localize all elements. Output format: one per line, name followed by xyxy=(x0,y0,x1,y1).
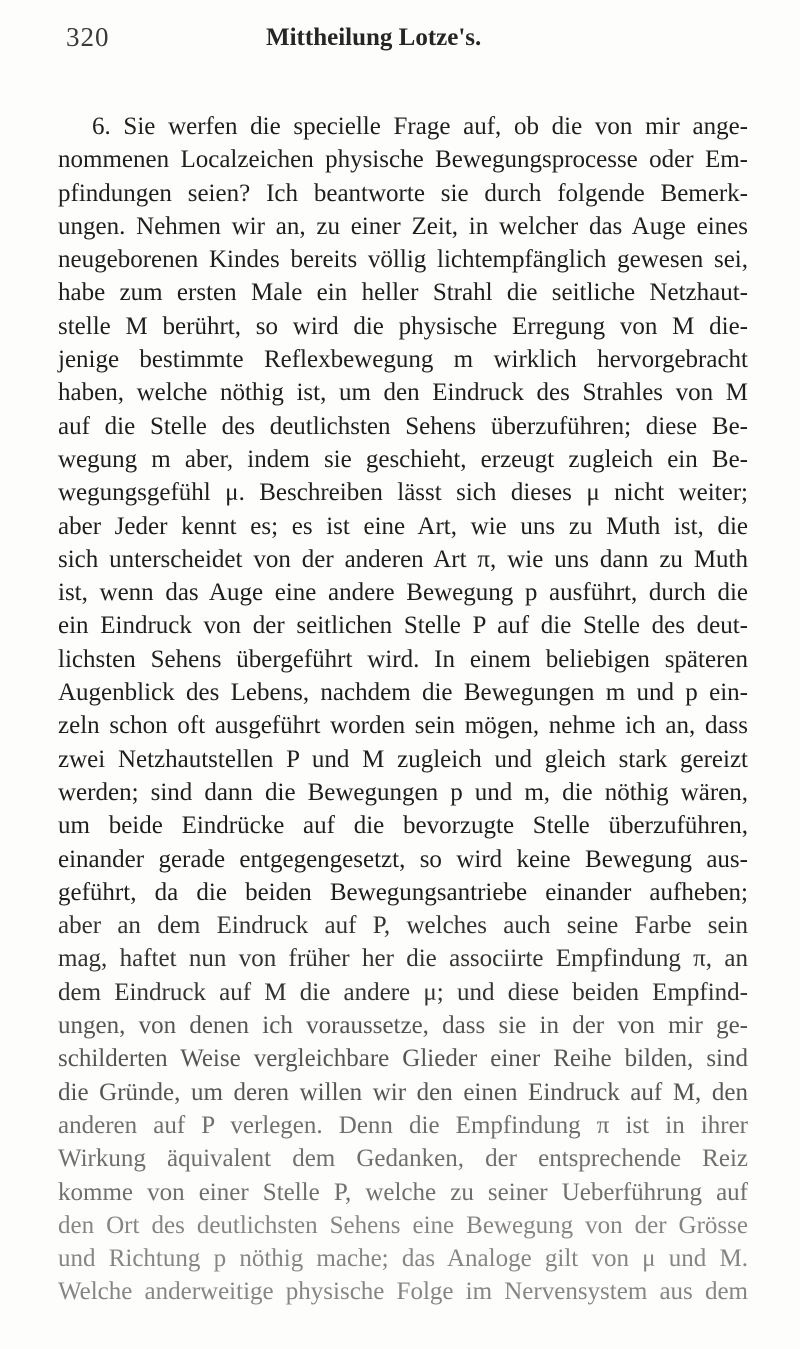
text-line: ungen, von denen ich voraussetze, dass sie in der von mir ge- xyxy=(58,1012,748,1040)
text-line: neugeborenen Kindes bereits völlig lichtempfänglich gewesen sei, xyxy=(58,246,748,274)
text-line: um beide Eindrücke auf die bevorzugte Stelle überzuführen, xyxy=(58,812,748,840)
text-line: auf die Stelle des deutlichsten Sehens überzuführen; diese Be- xyxy=(58,412,748,440)
text-line: ist, wenn das Auge eine andere Bewegung p ausführt, durch die xyxy=(58,579,748,607)
page-number: 320 xyxy=(66,22,110,52)
running-head xyxy=(66,22,736,56)
text-line: und Richtung p nöthig mache; das Analoge gilt von μ und M. xyxy=(58,1245,748,1273)
text-line: lichsten Sehens übergeführt wird. In einem beliebigen späteren xyxy=(58,645,748,673)
text-line: mag, haftet nun von früher her die associirte Empfindung π, an xyxy=(58,945,748,973)
text-line: werden; sind dann die Bewegungen p und m, die nöthig wären, xyxy=(58,778,748,806)
text-line: den Ort des deutlichsten Sehens eine Bewegung von der Grösse xyxy=(58,1211,748,1239)
text-line: sich unterscheidet von der anderen Art π, wie uns dann zu Muth xyxy=(58,545,748,573)
text-line: ungen. Nehmen wir an, zu einer Zeit, in welcher das Auge eines xyxy=(58,212,748,240)
text-line: pfindungen seien? Ich beantworte sie durch folgende Bemerk- xyxy=(58,179,748,207)
body-paragraph xyxy=(58,110,748,1309)
text-line: die Gründe, um deren willen wir den einen Eindruck auf M, den xyxy=(58,1078,748,1106)
text-line: jenige bestimmte Reflexbewegung m wirklich hervorgebracht xyxy=(58,346,748,374)
text-line: Augenblick des Lebens, nachdem die Bewegungen m und p ein- xyxy=(58,679,748,707)
text-line: Wirkung äquivalent dem Gedanken, der entsprechende Reiz xyxy=(58,1145,748,1173)
text-line: schilderten Weise vergleichbare Glieder einer Reihe bilden, sind xyxy=(58,1045,748,1073)
text-line: zwei Netzhautstellen P und M zugleich und gleich stark gereizt xyxy=(58,745,748,773)
text-line: ein Eindruck von der seitlichen Stelle P auf die Stelle des deut- xyxy=(58,612,748,640)
text-line: 6. Sie werfen die specielle Frage auf, ob die von mir ange- xyxy=(92,113,748,140)
text-line: wegung m aber, indem sie geschieht, erzeugt zugleich ein Be- xyxy=(58,445,748,473)
text-line: aber Jeder kennt es; es ist eine Art, wie uns zu Muth ist, die xyxy=(58,512,748,540)
text-line: wegungsgefühl μ. Beschreiben lässt sich dieses μ nicht weiter; xyxy=(58,479,748,507)
text-line: haben, welche nöthig ist, um den Eindruck des Strahles von M xyxy=(58,379,748,407)
text-line: habe zum ersten Male ein heller Strahl die seitliche Netzhaut- xyxy=(58,279,748,307)
text-line: stelle M berührt, so wird die physische Erregung von M die- xyxy=(58,312,748,340)
text-line: Welche anderweitige physische Folge im Nervensystem aus dem xyxy=(58,1278,748,1306)
text-line: anderen auf P verlegen. Denn die Empfindung π ist in ihrer xyxy=(58,1111,748,1139)
text-line: komme von einer Stelle P, welche zu seiner Ueberführung auf xyxy=(58,1178,748,1206)
running-title: Mittheilung Lotze's. xyxy=(266,24,482,51)
text-line: zeln schon oft ausgeführt worden sein mögen, nehme ich an, dass xyxy=(58,712,748,740)
text-line: einander gerade entgegengesetzt, so wird keine Bewegung aus- xyxy=(58,845,748,873)
text-line: dem Eindruck auf M die andere μ; und diese beiden Empfind- xyxy=(58,978,748,1006)
text-line: geführt, da die beiden Bewegungsantriebe einander aufheben; xyxy=(58,878,748,906)
text-line: nommenen Localzeichen physische Bewegungsprocesse oder Em- xyxy=(58,146,748,174)
text-line: aber an dem Eindruck auf P, welches auch seine Farbe sein xyxy=(58,912,748,940)
